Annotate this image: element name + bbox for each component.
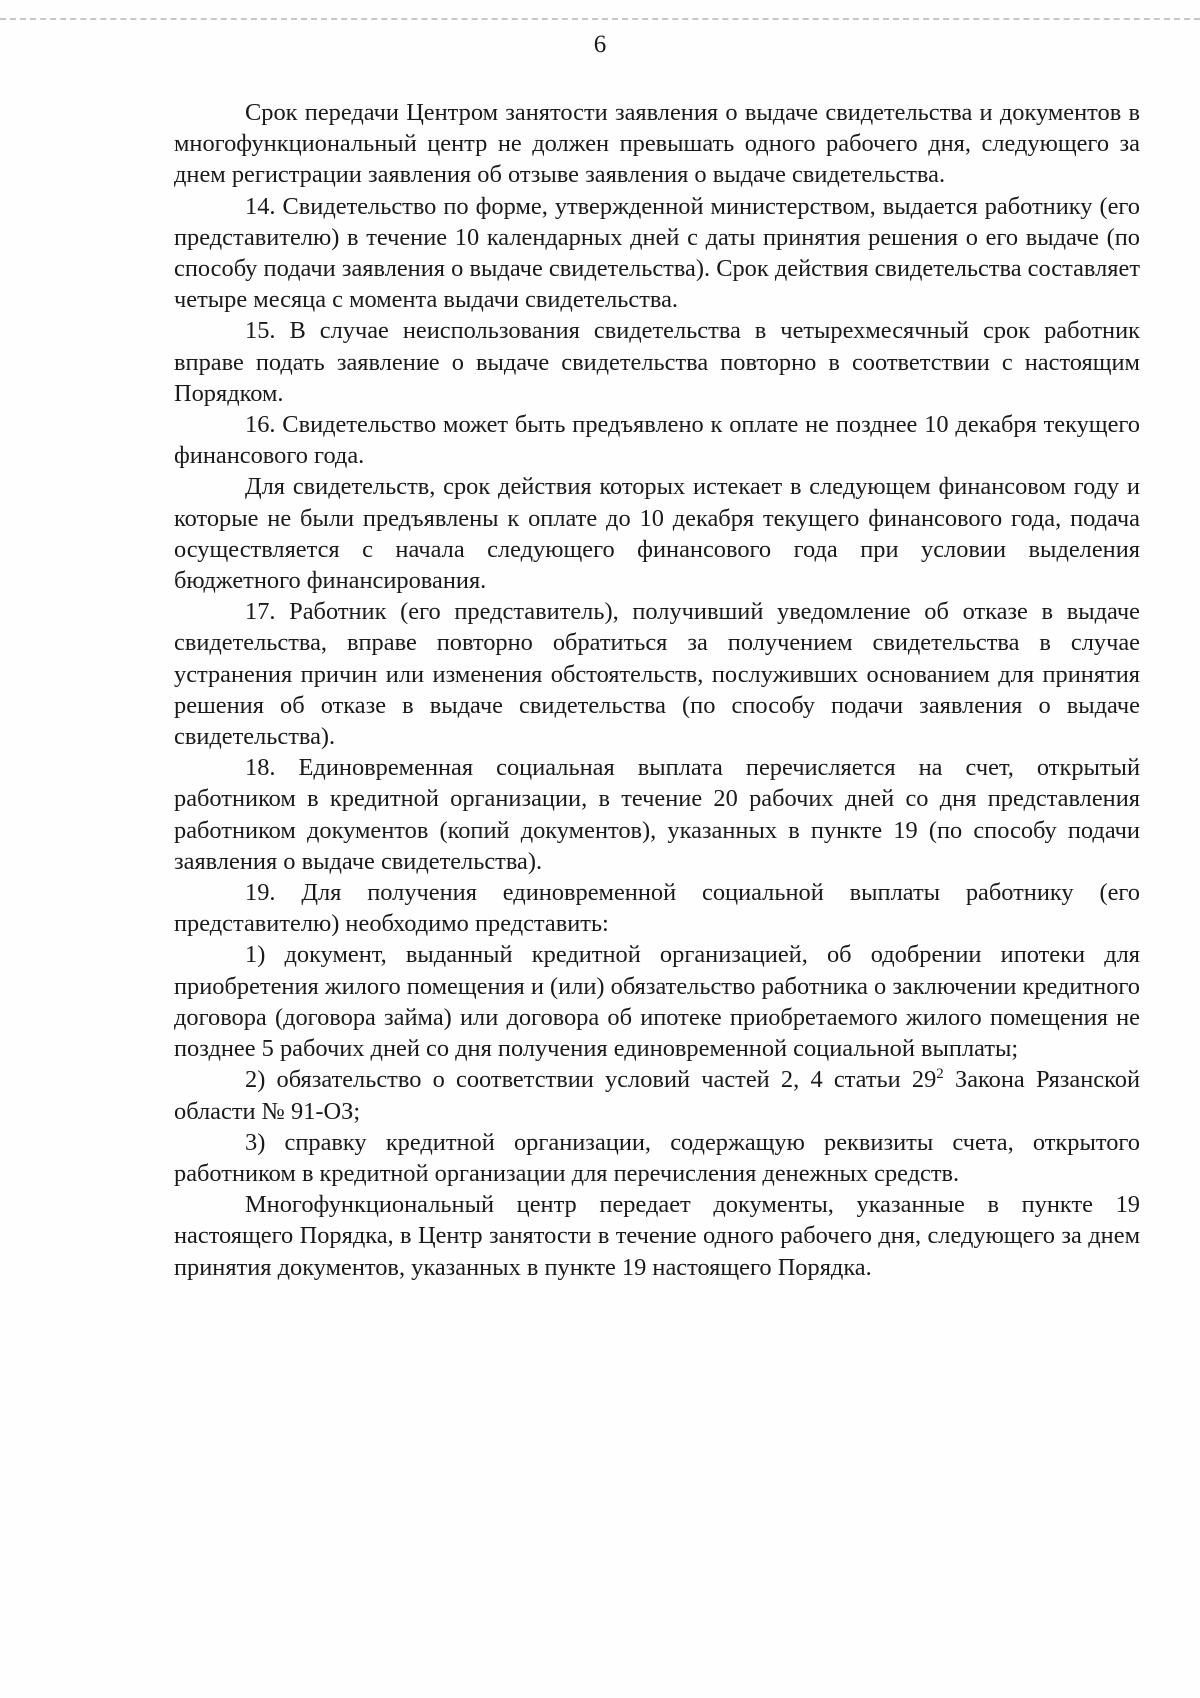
list-item-19-2 bbox=[174, 1064, 1140, 1126]
list-item-19-1: 1) документ, выданный кредитной организацией, об одобрении ипотеки для приобретения жилого помещения и (или) обязательство работника о заключении кредитного договора (договора займа) или договора об ипотеке приобретаемого жилого помещения не позднее 5 рабочих дней со дня получения единовременной социальной выплаты; bbox=[174, 941, 1140, 1063]
page-number: 6 bbox=[593, 31, 607, 58]
paragraph-mfc-transfer: Многофункциональный центр передает документы, указанные в пункте 19 настоящего Порядка, в Центр занятости в течение одного рабочего дня, следующего за днем принятия документов, указанных в пункте 19 настоящего Порядка. bbox=[174, 1191, 1140, 1281]
list-item-19-2-text-before: 2) обязательство о соответствии условий частей 2, 4 статьи 29 bbox=[245, 1066, 937, 1094]
paragraph-15: 15. В случае неиспользования свидетельства в четырехмесячный срок работник вправе подать заявление о выдаче свидетельства повторно в соответствии с настоящим Порядком. bbox=[174, 317, 1140, 407]
paragraph-14: 14. Свидетельство по форме, утвержденной министерством, выдается работнику (его представителю) в течение 10 календарных дней с даты принятия решения о его выдаче (по способу подачи заявления о выдаче свидетельства). Срок действия свидетельства составляет четыре месяца с момента выдачи свидетельства. bbox=[174, 192, 1140, 314]
paragraph-transfer-deadline: Срок передачи Центром занятости заявления о выдаче свидетельства и документов в многофункциональный центр не должен превышать одного рабочего дня, следующего за днем регистрации заявления об отзыве заявления о выдаче свидетельства. bbox=[174, 99, 1140, 189]
paragraph-16: 16. Свидетельство может быть предъявлено к оплате не позднее 10 декабря текущего финансового года. bbox=[174, 411, 1140, 470]
paragraph-16-continuation: Для свидетельств, срок действия которых истекает в следующем финансовом году и которые не были предъявлены к оплате до 10 декабря текущего финансового года, подача осуществляется с начала следующего финансового года при условии выделения бюджетного финансирования. bbox=[174, 473, 1140, 595]
list-item-19-2-text-after: Закона Рязанской области № 91-ОЗ; bbox=[174, 1066, 1140, 1125]
scan-top-edge bbox=[0, 18, 1200, 20]
document-body bbox=[174, 97, 1140, 1283]
article-superscript: 2 bbox=[936, 1066, 944, 1083]
paragraph-19: 19. Для получения единовременной социальной выплаты работнику (его представителю) необходимо представить: bbox=[174, 879, 1140, 938]
paragraph-18: 18. Единовременная социальная выплата перечисляется на счет, открытый работником в кредитной организации, в течение 20 рабочих дней со дня представления работником документов (копий документов), указанных в пункте 19 (по способу подачи заявления о выдаче свидетельства). bbox=[174, 754, 1140, 875]
list-item-19-3: 3) справку кредитной организации, содержащую реквизиты счета, открытого работником в кредитной организации для перечисления денежных средств. bbox=[174, 1128, 1140, 1187]
paragraph-17: 17. Работник (его представитель), получивший уведомление об отказе в выдаче свидетельства, вправе повторно обратиться за получением свидетельства в случае устранения причин или изменения обстоятельств, послуживших основанием для принятия решения об отказе в выдаче свидетельства (по способу подачи заявления о выдаче свидетельства). bbox=[174, 598, 1140, 751]
